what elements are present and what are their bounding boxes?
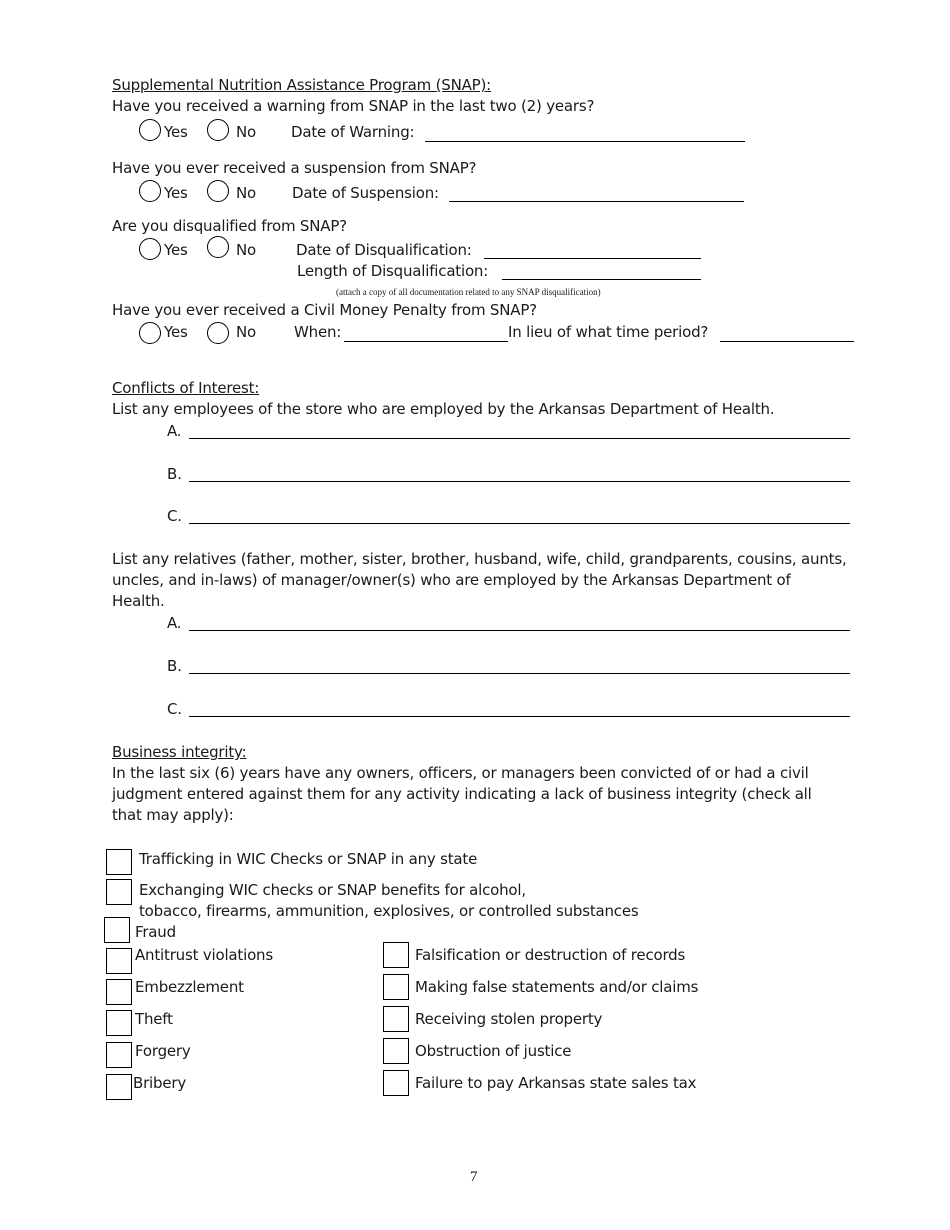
- integrity-heading: Business integrity:: [112, 743, 247, 761]
- relative-c-field[interactable]: [189, 716, 850, 717]
- trafficking-checkbox[interactable]: [106, 849, 132, 875]
- falsification-label: Falsification or destruction of records: [415, 946, 686, 964]
- penalty-lieu-field[interactable]: [720, 341, 854, 342]
- date-of-disqualification-field[interactable]: [484, 258, 701, 259]
- employee-a-field[interactable]: [189, 438, 850, 439]
- warning-no-label: No: [236, 123, 256, 141]
- embezzlement-checkbox[interactable]: [106, 979, 132, 1005]
- date-of-warning-label: Date of Warning:: [291, 123, 415, 141]
- warning-no-radio[interactable]: [207, 119, 229, 141]
- exchanging-label-line2: tobacco, firearms, ammunition, explosives, or controlled substances: [139, 902, 639, 920]
- sales-tax-checkbox[interactable]: [383, 1070, 409, 1096]
- relative-a-label: A.: [167, 614, 182, 632]
- date-of-suspension-label: Date of Suspension:: [292, 184, 439, 202]
- warning-yes-label: Yes: [164, 123, 188, 141]
- penalty-no-radio[interactable]: [207, 322, 229, 344]
- relative-a-field[interactable]: [189, 630, 850, 631]
- stolen-property-label: Receiving stolen property: [415, 1010, 603, 1028]
- employee-b-label: B.: [167, 465, 182, 483]
- penalty-yes-label: Yes: [164, 323, 188, 341]
- exchanging-label-line1: Exchanging WIC checks or SNAP benefits for alcohol,: [139, 881, 526, 899]
- bribery-checkbox[interactable]: [106, 1074, 132, 1100]
- penalty-when-label: When:: [294, 323, 342, 341]
- snap-warning-question: Have you received a warning from SNAP in the last two (2) years?: [112, 97, 595, 115]
- suspension-yes-label: Yes: [164, 184, 188, 202]
- length-of-disqualification-label: Length of Disqualification:: [297, 262, 489, 280]
- sales-tax-label: Failure to pay Arkansas state sales tax: [415, 1074, 697, 1092]
- penalty-yes-radio[interactable]: [139, 322, 161, 344]
- antitrust-label: Antitrust violations: [135, 946, 273, 964]
- date-of-suspension-field[interactable]: [449, 201, 744, 202]
- fraud-checkbox[interactable]: [104, 917, 130, 943]
- obstruction-label: Obstruction of justice: [415, 1042, 572, 1060]
- relative-c-label: C.: [167, 700, 182, 718]
- bribery-label: Bribery: [133, 1074, 187, 1092]
- snap-disqualified-question: Are you disqualified from SNAP?: [112, 217, 347, 235]
- suspension-no-label: No: [236, 184, 256, 202]
- penalty-no-label: No: [236, 323, 256, 341]
- disqualified-yes-label: Yes: [164, 241, 188, 259]
- fraud-label: Fraud: [135, 923, 176, 941]
- theft-label: Theft: [135, 1010, 173, 1028]
- relative-b-label: B.: [167, 657, 182, 675]
- disqualification-note: (attach a copy of all documentation related to any SNAP disqualification): [336, 287, 601, 297]
- disqualified-no-radio[interactable]: [207, 236, 229, 258]
- page-number: 7: [470, 1169, 478, 1185]
- conflicts-heading: Conflicts of Interest:: [112, 379, 260, 397]
- snap-penalty-question: Have you ever received a Civil Money Penalty from SNAP?: [112, 301, 537, 319]
- date-of-disqualification-label: Date of Disqualification:: [296, 241, 472, 259]
- employees-prompt: List any employees of the store who are employed by the Arkansas Department of Health.: [112, 400, 775, 418]
- false-statements-checkbox[interactable]: [383, 974, 409, 1000]
- stolen-property-checkbox[interactable]: [383, 1006, 409, 1032]
- relatives-prompt: List any relatives (father, mother, sister, brother, husband, wife, child, grandparents, cousins, aunts, uncles, and in-laws) of manager/owner(s) who are employed by the Arkansas Department of Health.: [112, 550, 847, 610]
- embezzlement-label: Embezzlement: [135, 978, 244, 996]
- date-of-warning-field[interactable]: [425, 141, 745, 142]
- suspension-yes-radio[interactable]: [139, 180, 161, 202]
- length-of-disqualification-field[interactable]: [502, 279, 701, 280]
- trafficking-label: Trafficking in WIC Checks or SNAP in any state: [139, 850, 478, 868]
- penalty-lieu-label: In lieu of what time period?: [508, 323, 709, 341]
- suspension-no-radio[interactable]: [207, 180, 229, 202]
- disqualified-no-label: No: [236, 241, 256, 259]
- forgery-checkbox[interactable]: [106, 1042, 132, 1068]
- snap-heading: Supplemental Nutrition Assistance Program (SNAP):: [112, 76, 492, 94]
- snap-suspension-question: Have you ever received a suspension from SNAP?: [112, 159, 477, 177]
- falsification-checkbox[interactable]: [383, 942, 409, 968]
- penalty-when-field[interactable]: [344, 341, 508, 342]
- employee-c-label: C.: [167, 507, 182, 525]
- disqualified-yes-radio[interactable]: [139, 238, 161, 260]
- obstruction-checkbox[interactable]: [383, 1038, 409, 1064]
- warning-yes-radio[interactable]: [139, 119, 161, 141]
- false-statements-label: Making false statements and/or claims: [415, 978, 699, 996]
- relative-b-field[interactable]: [189, 673, 850, 674]
- theft-checkbox[interactable]: [106, 1010, 132, 1036]
- exchanging-checkbox[interactable]: [106, 879, 132, 905]
- employee-a-label: A.: [167, 422, 182, 440]
- integrity-prompt: In the last six (6) years have any owners, officers, or managers been convicted of or had a civil judgment entered against them for any activity indicating a lack of business integrity (check all that may apply):: [112, 764, 812, 824]
- employee-c-field[interactable]: [189, 523, 850, 524]
- employee-b-field[interactable]: [189, 481, 850, 482]
- antitrust-checkbox[interactable]: [106, 948, 132, 974]
- forgery-label: Forgery: [135, 1042, 191, 1060]
